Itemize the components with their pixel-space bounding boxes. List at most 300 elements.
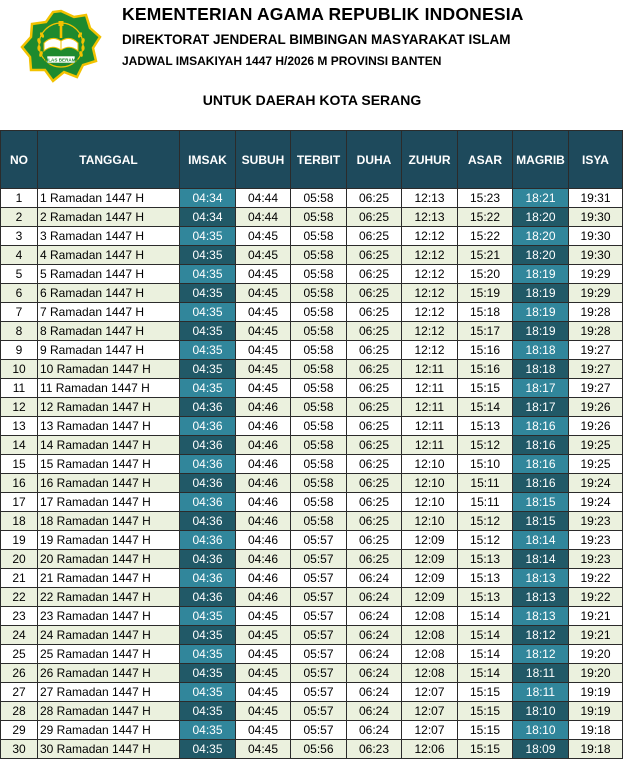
cell-asar: 15:13 [458,569,513,588]
cell-zuhur: 12:12 [402,284,458,303]
cell-zuhur: 12:09 [402,588,458,607]
cell-tanggal: 17 Ramadan 1447 H [38,493,180,512]
cell-duha: 06:25 [347,246,402,265]
cell-no: 29 [1,721,38,740]
table-row [1,474,623,493]
cell-tanggal: 1 Ramadan 1447 H [38,189,180,208]
cell-terbit: 05:58 [291,455,347,474]
cell-no: 18 [1,512,38,531]
cell-asar: 15:11 [458,474,513,493]
cell-terbit: 05:58 [291,474,347,493]
table-row [1,303,623,322]
cell-no: 13 [1,417,38,436]
cell-subuh: 04:45 [236,265,291,284]
cell-subuh: 04:45 [236,341,291,360]
cell-imsak: 04:35 [180,721,236,740]
cell-zuhur: 12:12 [402,341,458,360]
cell-imsak: 04:35 [180,607,236,626]
cell-no: 21 [1,569,38,588]
cell-duha: 06:24 [347,607,402,626]
cell-asar: 15:12 [458,436,513,455]
cell-magrib: 18:13 [513,588,569,607]
cell-imsak: 04:34 [180,208,236,227]
cell-tanggal: 27 Ramadan 1447 H [38,683,180,702]
col-header-duha: DUHA [347,131,402,189]
cell-tanggal: 29 Ramadan 1447 H [38,721,180,740]
cell-duha: 06:25 [347,341,402,360]
cell-magrib: 18:19 [513,303,569,322]
cell-zuhur: 12:12 [402,227,458,246]
cell-duha: 06:24 [347,569,402,588]
cell-tanggal: 7 Ramadan 1447 H [38,303,180,322]
cell-tanggal: 25 Ramadan 1447 H [38,645,180,664]
cell-zuhur: 12:10 [402,493,458,512]
cell-duha: 06:24 [347,664,402,683]
cell-asar: 15:17 [458,322,513,341]
region-title: UNTUK DAERAH KOTA SERANG [202,92,422,108]
cell-isya: 19:23 [569,512,623,531]
table-row [1,626,623,645]
cell-isya: 19:19 [569,702,623,721]
cell-subuh: 04:45 [236,246,291,265]
cell-isya: 19:20 [569,645,623,664]
cell-zuhur: 12:08 [402,645,458,664]
col-header-asar: ASAR [458,131,513,189]
cell-subuh: 04:45 [236,360,291,379]
table-row [1,379,623,398]
cell-duha: 06:25 [347,360,402,379]
cell-subuh: 04:46 [236,588,291,607]
svg-text:IKHLAS BERAMAL: IKHLAS BERAMAL [40,57,82,63]
cell-tanggal: 23 Ramadan 1447 H [38,607,180,626]
cell-terbit: 05:58 [291,512,347,531]
cell-isya: 19:29 [569,284,623,303]
kemenag-logo [20,9,102,84]
cell-isya: 19:24 [569,493,623,512]
cell-terbit: 05:58 [291,189,347,208]
cell-terbit: 05:58 [291,303,347,322]
cell-subuh: 04:44 [236,189,291,208]
cell-isya: 19:29 [569,265,623,284]
cell-asar: 15:16 [458,360,513,379]
cell-asar: 15:11 [458,493,513,512]
table-row [1,208,623,227]
cell-subuh: 04:45 [236,664,291,683]
table-row [1,341,623,360]
cell-tanggal: 22 Ramadan 1447 H [38,588,180,607]
cell-terbit: 05:57 [291,645,347,664]
cell-tanggal: 6 Ramadan 1447 H [38,284,180,303]
cell-subuh: 04:45 [236,702,291,721]
cell-zuhur: 12:11 [402,360,458,379]
cell-magrib: 18:20 [513,208,569,227]
cell-duha: 06:25 [347,474,402,493]
cell-subuh: 04:46 [236,474,291,493]
cell-imsak: 04:35 [180,360,236,379]
cell-no: 22 [1,588,38,607]
cell-magrib: 18:11 [513,664,569,683]
cell-imsak: 04:35 [180,683,236,702]
cell-no: 12 [1,398,38,417]
cell-duha: 06:23 [347,740,402,759]
cell-imsak: 04:35 [180,645,236,664]
cell-isya: 19:28 [569,303,623,322]
cell-tanggal: 30 Ramadan 1447 H [38,740,180,759]
cell-magrib: 18:13 [513,607,569,626]
cell-zuhur: 12:13 [402,208,458,227]
cell-no: 14 [1,436,38,455]
table-row [1,417,623,436]
cell-zuhur: 12:12 [402,322,458,341]
cell-terbit: 05:57 [291,531,347,550]
cell-asar: 15:13 [458,417,513,436]
cell-asar: 15:12 [458,531,513,550]
cell-isya: 19:27 [569,360,623,379]
cell-magrib: 18:12 [513,645,569,664]
cell-magrib: 18:20 [513,227,569,246]
cell-magrib: 18:17 [513,379,569,398]
cell-duha: 06:25 [347,436,402,455]
cell-zuhur: 12:07 [402,702,458,721]
cell-asar: 15:23 [458,189,513,208]
cell-subuh: 04:44 [236,208,291,227]
cell-magrib: 18:11 [513,683,569,702]
cell-terbit: 05:58 [291,227,347,246]
cell-tanggal: 20 Ramadan 1447 H [38,550,180,569]
cell-magrib: 18:14 [513,550,569,569]
cell-subuh: 04:46 [236,512,291,531]
cell-asar: 15:15 [458,740,513,759]
table-row [1,645,623,664]
cell-isya: 19:20 [569,664,623,683]
table-row [1,664,623,683]
cell-subuh: 04:45 [236,322,291,341]
cell-imsak: 04:36 [180,550,236,569]
cell-zuhur: 12:09 [402,569,458,588]
col-header-terbit: TERBIT [291,131,347,189]
cell-duha: 06:24 [347,721,402,740]
imsakiyah-table [0,130,623,759]
cell-terbit: 05:58 [291,398,347,417]
cell-duha: 06:25 [347,398,402,417]
cell-duha: 06:25 [347,455,402,474]
cell-zuhur: 12:06 [402,740,458,759]
table-row [1,284,623,303]
cell-zuhur: 12:07 [402,721,458,740]
cell-tanggal: 9 Ramadan 1447 H [38,341,180,360]
cell-subuh: 04:46 [236,436,291,455]
cell-zuhur: 12:12 [402,246,458,265]
table-row [1,265,623,284]
cell-magrib: 18:10 [513,702,569,721]
cell-imsak: 04:35 [180,284,236,303]
cell-asar: 15:15 [458,683,513,702]
cell-zuhur: 12:10 [402,512,458,531]
cell-terbit: 05:58 [291,246,347,265]
cell-asar: 15:15 [458,379,513,398]
cell-tanggal: 13 Ramadan 1447 H [38,417,180,436]
cell-terbit: 05:58 [291,379,347,398]
cell-no: 25 [1,645,38,664]
cell-asar: 15:10 [458,455,513,474]
cell-no: 17 [1,493,38,512]
cell-tanggal: 18 Ramadan 1447 H [38,512,180,531]
cell-zuhur: 12:11 [402,398,458,417]
cell-no: 6 [1,284,38,303]
cell-terbit: 05:57 [291,588,347,607]
table-row [1,550,623,569]
cell-no: 9 [1,341,38,360]
table-row [1,398,623,417]
cell-isya: 19:25 [569,436,623,455]
cell-terbit: 05:57 [291,550,347,569]
cell-zuhur: 12:08 [402,626,458,645]
cell-isya: 19:23 [569,550,623,569]
cell-magrib: 18:21 [513,189,569,208]
cell-asar: 15:22 [458,208,513,227]
cell-isya: 19:30 [569,208,623,227]
cell-zuhur: 12:13 [402,189,458,208]
cell-magrib: 18:15 [513,512,569,531]
cell-subuh: 04:45 [236,303,291,322]
cell-isya: 19:27 [569,379,623,398]
cell-duha: 06:24 [347,645,402,664]
cell-duha: 06:24 [347,683,402,702]
cell-tanggal: 10 Ramadan 1447 H [38,360,180,379]
table-row [1,683,623,702]
cell-magrib: 18:16 [513,455,569,474]
cell-no: 27 [1,683,38,702]
cell-isya: 19:26 [569,398,623,417]
cell-asar: 15:21 [458,246,513,265]
table-row [1,588,623,607]
cell-imsak: 04:35 [180,303,236,322]
cell-magrib: 18:14 [513,531,569,550]
cell-tanggal: 16 Ramadan 1447 H [38,474,180,493]
cell-asar: 15:20 [458,265,513,284]
cell-isya: 19:19 [569,683,623,702]
cell-magrib: 18:09 [513,740,569,759]
cell-subuh: 04:45 [236,379,291,398]
cell-duha: 06:25 [347,189,402,208]
table-row [1,455,623,474]
cell-subuh: 04:46 [236,493,291,512]
cell-zuhur: 12:09 [402,531,458,550]
cell-magrib: 18:16 [513,417,569,436]
table-header-row [1,131,623,189]
cell-subuh: 04:46 [236,455,291,474]
cell-magrib: 18:17 [513,398,569,417]
cell-duha: 06:25 [347,303,402,322]
cell-no: 20 [1,550,38,569]
table-row [1,322,623,341]
cell-tanggal: 24 Ramadan 1447 H [38,626,180,645]
table-row [1,436,623,455]
cell-terbit: 05:58 [291,341,347,360]
cell-imsak: 04:36 [180,417,236,436]
cell-subuh: 04:45 [236,607,291,626]
cell-terbit: 05:57 [291,607,347,626]
cell-no: 23 [1,607,38,626]
cell-isya: 19:25 [569,455,623,474]
table-row [1,569,623,588]
cell-tanggal: 8 Ramadan 1447 H [38,322,180,341]
cell-terbit: 05:56 [291,740,347,759]
cell-isya: 19:22 [569,588,623,607]
cell-isya: 19:26 [569,417,623,436]
table-row [1,531,623,550]
cell-magrib: 18:19 [513,265,569,284]
cell-no: 28 [1,702,38,721]
cell-imsak: 04:35 [180,664,236,683]
cell-zuhur: 12:07 [402,683,458,702]
cell-isya: 19:21 [569,626,623,645]
cell-zuhur: 12:08 [402,607,458,626]
cell-tanggal: 2 Ramadan 1447 H [38,208,180,227]
cell-magrib: 18:12 [513,626,569,645]
cell-no: 8 [1,322,38,341]
cell-subuh: 04:46 [236,569,291,588]
cell-terbit: 05:57 [291,664,347,683]
cell-imsak: 04:35 [180,379,236,398]
cell-isya: 19:24 [569,474,623,493]
cell-imsak: 04:36 [180,512,236,531]
cell-imsak: 04:36 [180,531,236,550]
cell-magrib: 18:19 [513,322,569,341]
cell-magrib: 18:16 [513,436,569,455]
col-header-magrib: MAGRIB [513,131,569,189]
cell-asar: 15:19 [458,284,513,303]
cell-asar: 15:14 [458,664,513,683]
cell-asar: 15:13 [458,588,513,607]
cell-duha: 06:25 [347,227,402,246]
cell-imsak: 04:34 [180,189,236,208]
cell-terbit: 05:58 [291,208,347,227]
cell-zuhur: 12:08 [402,664,458,683]
cell-imsak: 04:36 [180,436,236,455]
cell-terbit: 05:57 [291,626,347,645]
table-row [1,493,623,512]
cell-subuh: 04:45 [236,227,291,246]
cell-imsak: 04:35 [180,702,236,721]
cell-imsak: 04:35 [180,626,236,645]
cell-zuhur: 12:09 [402,550,458,569]
table-row [1,721,623,740]
cell-subuh: 04:45 [236,284,291,303]
cell-asar: 15:14 [458,398,513,417]
cell-terbit: 05:58 [291,417,347,436]
cell-magrib: 18:16 [513,474,569,493]
cell-zuhur: 12:12 [402,265,458,284]
cell-tanggal: 3 Ramadan 1447 H [38,227,180,246]
cell-imsak: 04:35 [180,265,236,284]
cell-no: 3 [1,227,38,246]
cell-subuh: 04:45 [236,740,291,759]
cell-duha: 06:25 [347,550,402,569]
table-row [1,360,623,379]
cell-duha: 06:24 [347,588,402,607]
cell-imsak: 04:35 [180,341,236,360]
ministry-title: KEMENTERIAN AGAMA REPUBLIK INDONESIA [122,4,524,24]
cell-zuhur: 12:10 [402,455,458,474]
cell-duha: 06:25 [347,417,402,436]
cell-zuhur: 12:10 [402,474,458,493]
cell-imsak: 04:36 [180,474,236,493]
cell-duha: 06:25 [347,493,402,512]
cell-zuhur: 12:11 [402,436,458,455]
table-row [1,512,623,531]
cell-zuhur: 12:11 [402,379,458,398]
cell-tanggal: 26 Ramadan 1447 H [38,664,180,683]
cell-terbit: 05:58 [291,493,347,512]
cell-imsak: 04:35 [180,740,236,759]
cell-subuh: 04:46 [236,417,291,436]
cell-asar: 15:14 [458,626,513,645]
cell-asar: 15:13 [458,550,513,569]
cell-isya: 19:28 [569,322,623,341]
cell-terbit: 05:58 [291,436,347,455]
cell-asar: 15:16 [458,341,513,360]
cell-isya: 19:18 [569,721,623,740]
cell-imsak: 04:36 [180,493,236,512]
cell-terbit: 05:57 [291,683,347,702]
cell-tanggal: 5 Ramadan 1447 H [38,265,180,284]
cell-magrib: 18:13 [513,569,569,588]
cell-tanggal: 19 Ramadan 1447 H [38,531,180,550]
cell-terbit: 05:57 [291,721,347,740]
cell-asar: 15:22 [458,227,513,246]
cell-no: 15 [1,455,38,474]
cell-isya: 19:22 [569,569,623,588]
col-header-tanggal: TANGGAL [38,131,180,189]
table-row [1,227,623,246]
cell-magrib: 18:10 [513,721,569,740]
cell-no: 7 [1,303,38,322]
cell-duha: 06:25 [347,265,402,284]
cell-no: 30 [1,740,38,759]
cell-tanggal: 4 Ramadan 1447 H [38,246,180,265]
cell-magrib: 18:19 [513,284,569,303]
cell-duha: 06:25 [347,284,402,303]
cell-subuh: 04:45 [236,645,291,664]
cell-isya: 19:30 [569,227,623,246]
cell-no: 4 [1,246,38,265]
cell-duha: 06:25 [347,531,402,550]
table-body [1,189,623,759]
cell-terbit: 05:58 [291,360,347,379]
cell-imsak: 04:35 [180,227,236,246]
cell-duha: 06:24 [347,702,402,721]
cell-terbit: 05:58 [291,284,347,303]
cell-imsak: 04:36 [180,588,236,607]
col-header-subuh: SUBUH [236,131,291,189]
col-header-imsak: IMSAK [180,131,236,189]
cell-no: 5 [1,265,38,284]
cell-no: 2 [1,208,38,227]
cell-no: 11 [1,379,38,398]
cell-duha: 06:25 [347,208,402,227]
cell-asar: 15:14 [458,645,513,664]
directorate-title: DIREKTORAT JENDERAL BIMBINGAN MASYARAKAT ISLAM [122,32,511,47]
cell-tanggal: 12 Ramadan 1447 H [38,398,180,417]
col-header-zuhur: ZUHUR [402,131,458,189]
cell-no: 19 [1,531,38,550]
table-row [1,189,623,208]
cell-subuh: 04:45 [236,683,291,702]
cell-subuh: 04:45 [236,626,291,645]
cell-terbit: 05:58 [291,322,347,341]
cell-subuh: 04:46 [236,398,291,417]
